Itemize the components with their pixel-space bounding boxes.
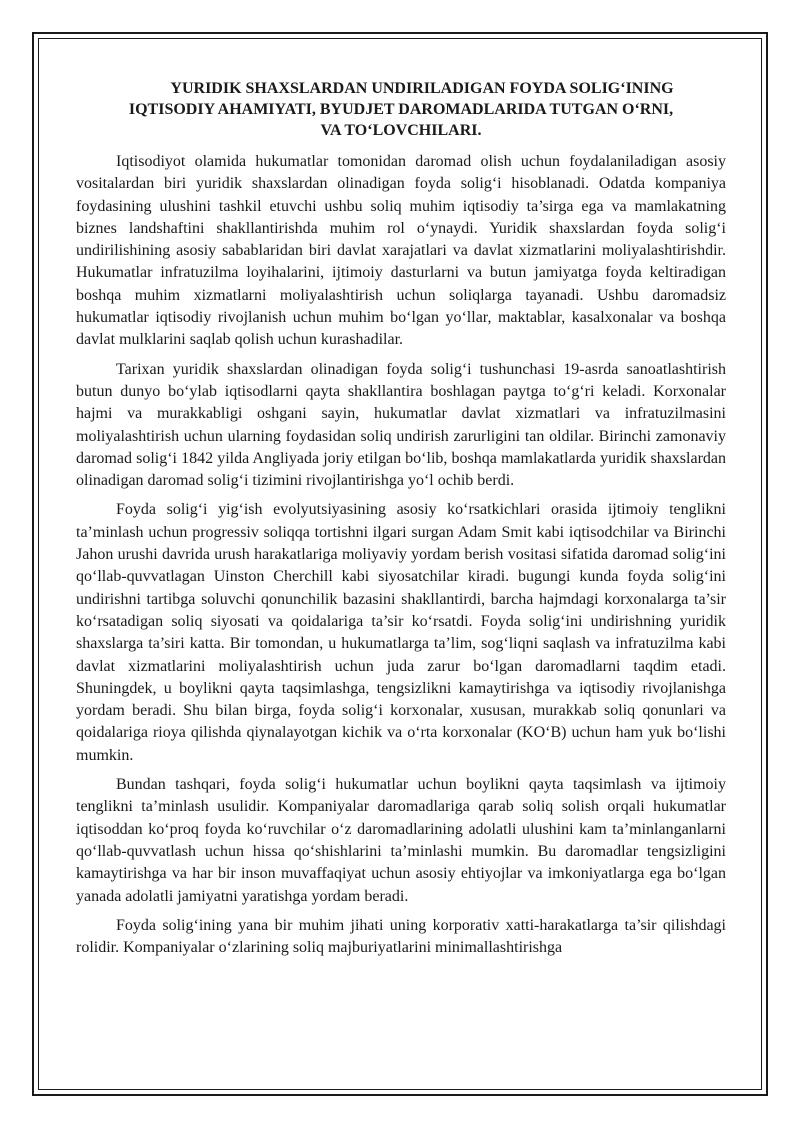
paragraph-3: Foyda solig‘i yig‘ish evolyutsiyasining asosiy ko‘rsatkichlari orasida ijtimoiy tenglikni ta’minlash uchun progressiv soliqqa tortishni ilgari surgan Adam Smit kabi iqtisodchilar va Birinchi Jahon urushi davrida urush harakatlariga moliyaviy yordam berish vositasi sifatida daromad solig‘ini qo‘llab-quvvatlagan Uinston Cherchill kabi siyosatchilar kiradi. bugungi kunda foyda solig‘ini undirishni tartibga soluvchi qonunchilik bazasini shakllantirdi, barcha hajmdagi korxonalarga ta’sir ko‘rsatadigan soliq siyosati va qoidalariga ta’sir ko‘rsatdi. Foyda solig‘ini undirishning yuridik shaxslarga ta’siri katta. Bir tomondan, u hukumatlarga ta’lim, sog‘liqni saqlash va infratuzilma kabi davlat xizmatlarini moliyalashtirish uchun juda zarur bo‘lgan daromadlarni taqdim etadi. Shuningdek, u boylikni qayta taqsimlashga, tengsizlikni kamaytirishga va iqtisodiy rivojlanishga yordam beradi. Shu bilan birga, foyda solig‘i korxonalar, xususan, murakkab soliq qonunlari va qoidalariga rioya qilishda qiynalayotgan kichik va o‘rta korxonalar (KO‘B) uchun ham yuk bo‘lishi mumkin.	[76, 501, 726, 764]
paragraph-1: Iqtisodiyot olamida hukumatlar tomonidan daromad olish uchun foydalaniladigan asosiy vositalardan biri yuridik shaxslardan olinadigan foyda solig‘i hisoblanadi. Odatda kompaniya foydasining ulushini tashkil etuvchi ushbu soliq muhim iqtisodiy ta’sirga ega va mamlakatning biznes landshaftini shakllantirishda muhim rol o‘ynaydi. Yuridik shaxslardan foyda solig‘i undirilishining asosiy sabablaridan biri davlat xarajatlari va davlat xizmatlarini moliyalashtirishdir. Hukumatlar infratuzilma loyihalarini, ijtimoiy dasturlarni va butun jamiyatga foyda keltiradigan boshqa muhim xizmatlarni moliyalashtirish uchun soliqlarga tayanadi. Ushbu daromadsiz hukumatlar iqtisodiy rivojlanish uchun muhim bo‘lgan yo‘llar, maktablar, kasalxonalar va boshqa davlat mulklarini saqlab qolish uchun kurashadilar.	[76, 153, 726, 349]
document-title	[76, 78, 726, 141]
title-line-3: VA TO‘LOVCHILARI.	[320, 122, 482, 139]
paragraph-2: Tarixan yuridik shaxslardan olinadigan foyda solig‘i tushunchasi 19-asrda sanoatlashtirish butun dunyo bo‘ylab iqtisodlarni qayta shakllantira boshlagan paytga to‘g‘ri keladi. Korxonalar hajmi va murakkabligi oshgani sayin, hukumatlar davlat xizmatlari va infratuzilmasini moliyalashtirish uchun ularning foydasidan soliq undirish zarurligini tan oldilar. Birinchi zamonaviy daromad solig‘i 1842 yilda Angliyada joriy etilgan bo‘lib, boshqa mamlakatlarda yuridik shaxslardan olinadigan daromad solig‘i tizimini rivojlantirishga yo‘l ochib berdi.	[76, 360, 726, 490]
title-line-2: IQTISODIY AHAMIYATI, BYUDJET DAROMADLARIDA TUTGAN O‘RNI,	[128, 101, 674, 118]
document-page	[76, 78, 726, 966]
paragraph-5: Foyda solig‘ining yana bir muhim jihati uning korporativ xatti-harakatlarga ta’sir qilishdagi rolidir. Kompaniyalar o‘zlarining soliq majburiyatlarini minimallashtirishga	[76, 916, 726, 957]
paragraph-4: Bundan tashqari, foyda solig‘i hukumatlar uchun boylikni qayta taqsimlash va ijtimoiy tenglikni ta’minlash usulidir. Kompaniyalar daromadlariga qarab soliq solish orqali hukumatlar iqtisoddan ko‘proq foyda ko‘ruvchilar o‘z daromadlarining adolatli ulushini kam ta’minlanganlarni qo‘llab-quvvatlash uchun hissa qo‘shishlarini ta’minlashi mumkin. Bu daromadlar tengsizligini kamaytirishga va har bir inson muvaffaqiyat uchun asosiy ehtiyojlar va imkoniyatlarga ega bo‘lgan yanada adolatli jamiyatni yaratishga yordam beradi.	[76, 776, 726, 905]
title-line-1: YURIDIK SHAXSLARDAN UNDIRILADIGAN FOYDA SOLIG‘INING	[170, 80, 674, 97]
